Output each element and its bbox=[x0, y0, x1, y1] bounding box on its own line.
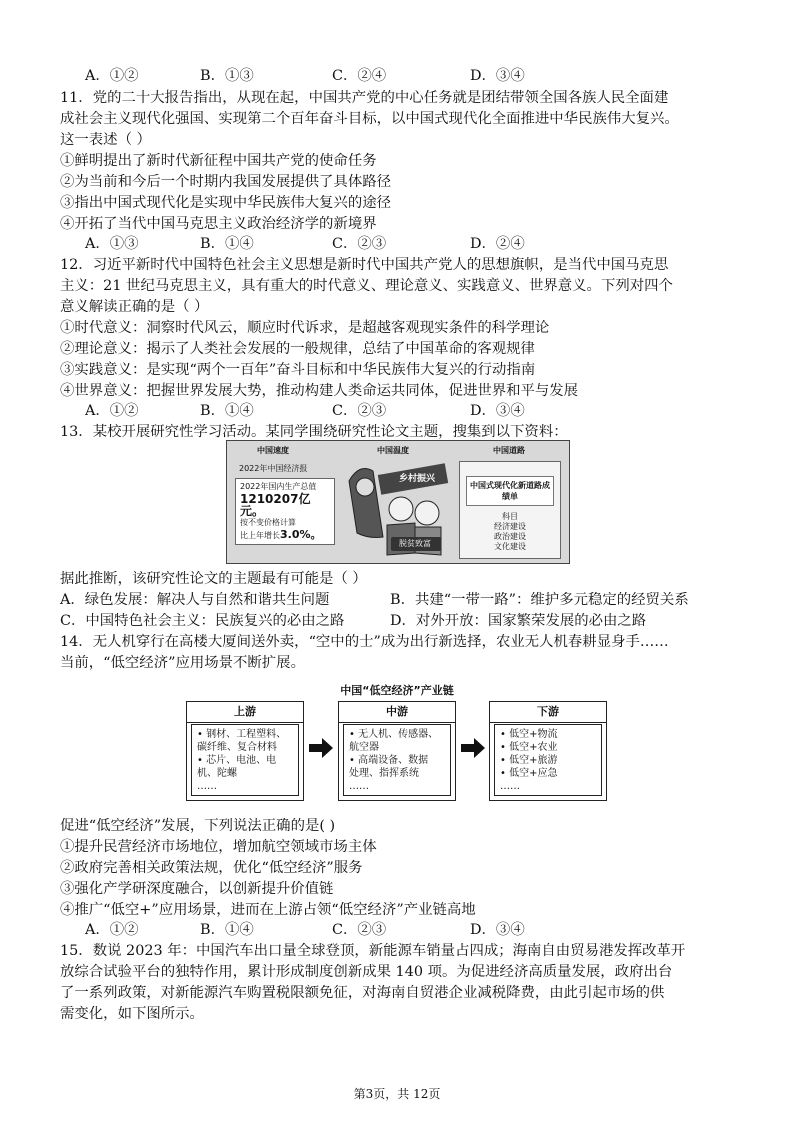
report-card-item: 文化建设 bbox=[494, 542, 526, 551]
q14-statement: ②政府完善相关政策法规，优化“低空经济”服务 bbox=[60, 860, 363, 876]
option-d: D．③④ bbox=[470, 922, 525, 938]
option-a: A．①② bbox=[85, 68, 139, 84]
report-card-item: 经济建设 bbox=[494, 522, 526, 531]
news-report bbox=[235, 463, 335, 555]
q14-statement: ④推广“低空+”应用场景，进而在上游占领“低空经济”产业链高地 bbox=[60, 902, 476, 918]
panel-title: 中国道路 bbox=[493, 446, 525, 455]
q15-stem-line: 需变化，如下图所示。 bbox=[60, 1006, 204, 1022]
option-b: B．①④ bbox=[200, 403, 254, 419]
banner-text: 乡村振兴 bbox=[399, 474, 436, 484]
growth-value: 3.0%。 bbox=[280, 528, 322, 541]
q10-options bbox=[85, 65, 560, 87]
q11-stem-line: 成社会主义现代化强国、实现第二个百年奋斗目标，以中国式现代化全面推进中华民族伟大复兴。 bbox=[60, 111, 679, 127]
q12-stem-line: 主义：21 世纪马克思主义，具有重大的时代意义、理论意义、实践意义、世界意义。下列对四个 bbox=[60, 278, 673, 294]
gdp-label: 2022年国内生产总值 bbox=[240, 482, 317, 491]
option-d: D．③④ bbox=[470, 68, 525, 84]
q12-stem-line: 意义解读正确的是（ ） bbox=[60, 299, 209, 315]
option-a: A．①② bbox=[85, 922, 139, 938]
upstream-box bbox=[186, 701, 304, 801]
growth-label: 比上年增长 bbox=[240, 531, 280, 540]
q14-statement: ①提升民营经济市场地位，增加航空领域市场主体 bbox=[60, 839, 377, 855]
option-c: C．②③ bbox=[332, 403, 387, 419]
q13-options-row2 bbox=[60, 610, 646, 632]
option-c: C．②③ bbox=[332, 922, 387, 938]
panel-china-warmth bbox=[339, 441, 457, 563]
panel-title: 中国温度 bbox=[377, 446, 409, 455]
q14-options bbox=[85, 919, 560, 941]
option-b: B．①③ bbox=[200, 68, 254, 84]
q12-stem-line: 12．习近平新时代中国特色社会主义思想是新时代中国共产党人的思想旗帜，是当代中国马克思 bbox=[60, 257, 669, 273]
q11-stem-line: 11．党的二十大报告指出，从现在起，中国共产党的中心任务就是团结带领全国各族人民全面建 bbox=[60, 90, 669, 106]
downstream-title: 下游 bbox=[490, 702, 606, 723]
q14-statement: ③强化产学研深度融合，以创新提升价值链 bbox=[60, 881, 334, 897]
news-header: 2022年中国经济报 bbox=[239, 464, 308, 473]
option-a: A．绿色发展：解决人与自然和谐共生问题 bbox=[60, 592, 330, 608]
downstream-items: • 低空+物流 • 低空+农业 • 低空+旅游 • 低空+应急 …… bbox=[494, 724, 602, 796]
gdp-box bbox=[235, 478, 335, 545]
q13-question: 据此推断，该研究性论文的主题最有可能是（ ） bbox=[60, 571, 367, 587]
report-card-subject: 科目 bbox=[502, 512, 518, 521]
upstream-title: 上游 bbox=[187, 702, 303, 723]
midstream-box bbox=[338, 701, 456, 801]
q12-statement: ②理论意义：揭示了人类社会发展的一般规律，总结了中国革命的客观规律 bbox=[60, 341, 535, 357]
option-c: C．②④ bbox=[332, 68, 387, 84]
report-card-item: 政治建设 bbox=[494, 532, 526, 541]
upstream-items: • 钢材、工程塑料、 碳纤维、复合材料 • 芯片、电池、电 机、陀螺 …… bbox=[191, 724, 299, 796]
q12-options bbox=[85, 400, 560, 422]
q11-stem-line: 这一表述（ ） bbox=[60, 132, 151, 148]
option-c: C．②③ bbox=[332, 236, 387, 252]
q11-statement: ④开拓了当代中国马克思主义政治经济学的新境界 bbox=[60, 216, 377, 232]
q12-statement: ①时代意义：洞察时代风云，顺应时代诉求，是超越客观现实条件的科学理论 bbox=[60, 320, 550, 336]
q14-question: 促进“低空经济”发展，下列说法正确的是( ) bbox=[60, 818, 336, 834]
option-d: D．对外开放：国家繁荣发展的必由之路 bbox=[390, 613, 647, 629]
q11-statement: ②为当前和今后一个时期内我国发展提供了具体路径 bbox=[60, 174, 391, 190]
option-d: D．②④ bbox=[470, 236, 525, 252]
arrow-right-icon bbox=[461, 738, 485, 758]
option-b: B．①④ bbox=[200, 236, 254, 252]
gdp-note: 按不变价格计算 bbox=[240, 518, 296, 527]
option-a: A．①② bbox=[85, 403, 139, 419]
option-b: B．共建“一带一路”：维护多元稳定的经贸关系 bbox=[390, 592, 689, 608]
q15-stem-line: 放综合试验平台的独特作用，累计形成制度创新成果 140 项。为促进经济高质量发展，政府出台 bbox=[60, 964, 673, 980]
rural-revitalization-illustration bbox=[339, 441, 457, 563]
q13-options-row1 bbox=[60, 589, 689, 611]
q11-statement: ①鲜明提出了新时代新征程中国共产党的使命任务 bbox=[60, 153, 377, 169]
industry-chain-title: 中国“低空经济”产业链 bbox=[340, 684, 454, 697]
midstream-title: 中游 bbox=[339, 702, 455, 723]
q11-statement: ③指出中国式现代化是实现中华民族伟大复兴的途径 bbox=[60, 195, 391, 211]
q13-figure bbox=[226, 440, 570, 564]
option-d: D．③④ bbox=[470, 403, 525, 419]
option-b: B．①④ bbox=[200, 922, 254, 938]
q15-stem-line: 15．数说 2023 年：中国汽车出口量全球登顶，新能源车销量占四成；海南自由贸易港发挥改革开 bbox=[60, 943, 686, 959]
panel-title: 中国速度 bbox=[257, 446, 289, 455]
q12-statement: ④世界意义：把握世界发展大势，推动构建人类命运共同体，促进世界和平与发展 bbox=[60, 383, 579, 399]
q11-options bbox=[85, 233, 560, 255]
q14-stem-line: 14．无人机穿行在高楼大厦间送外卖，“空中的士”成为出行新选择，农业无人机春耕显身手…… bbox=[60, 634, 669, 650]
q12-statement: ③实践意义：是实现“两个一百年”奋斗目标和中华民族伟大复兴的行动指南 bbox=[60, 362, 536, 378]
q15-stem-line: 了一系列政策，对新能源汽车购置税限额免征，对海南自贸港企业减税降费，由此引起市场的供 bbox=[60, 985, 665, 1001]
option-a: A．①③ bbox=[85, 236, 139, 252]
arrow-right-icon bbox=[309, 738, 333, 758]
q13-stem: 13．某校开展研究性学习活动。某同学围绕研究性论文主题，搜集到以下资料： bbox=[60, 424, 568, 440]
midstream-items: • 无人机、传感器、 航空器 • 高端设备、数据 处理、指挥系统 …… bbox=[343, 724, 451, 796]
q14-stem-line: 当前，“低空经济”应用场景不断扩展。 bbox=[60, 655, 305, 671]
panel-china-speed bbox=[227, 441, 339, 563]
report-card bbox=[459, 461, 561, 559]
report-card-heading: 中国式现代化新道路成绩单 bbox=[466, 476, 554, 506]
tag-text: 脱贫致富 bbox=[399, 539, 431, 548]
downstream-box bbox=[489, 701, 607, 801]
option-c: C．中国特色社会主义：民族复兴的必由之路 bbox=[60, 613, 345, 629]
page-footer: 第3页，共 12页 bbox=[353, 1087, 441, 1101]
gdp-value: 1210207亿元。 bbox=[240, 492, 311, 518]
